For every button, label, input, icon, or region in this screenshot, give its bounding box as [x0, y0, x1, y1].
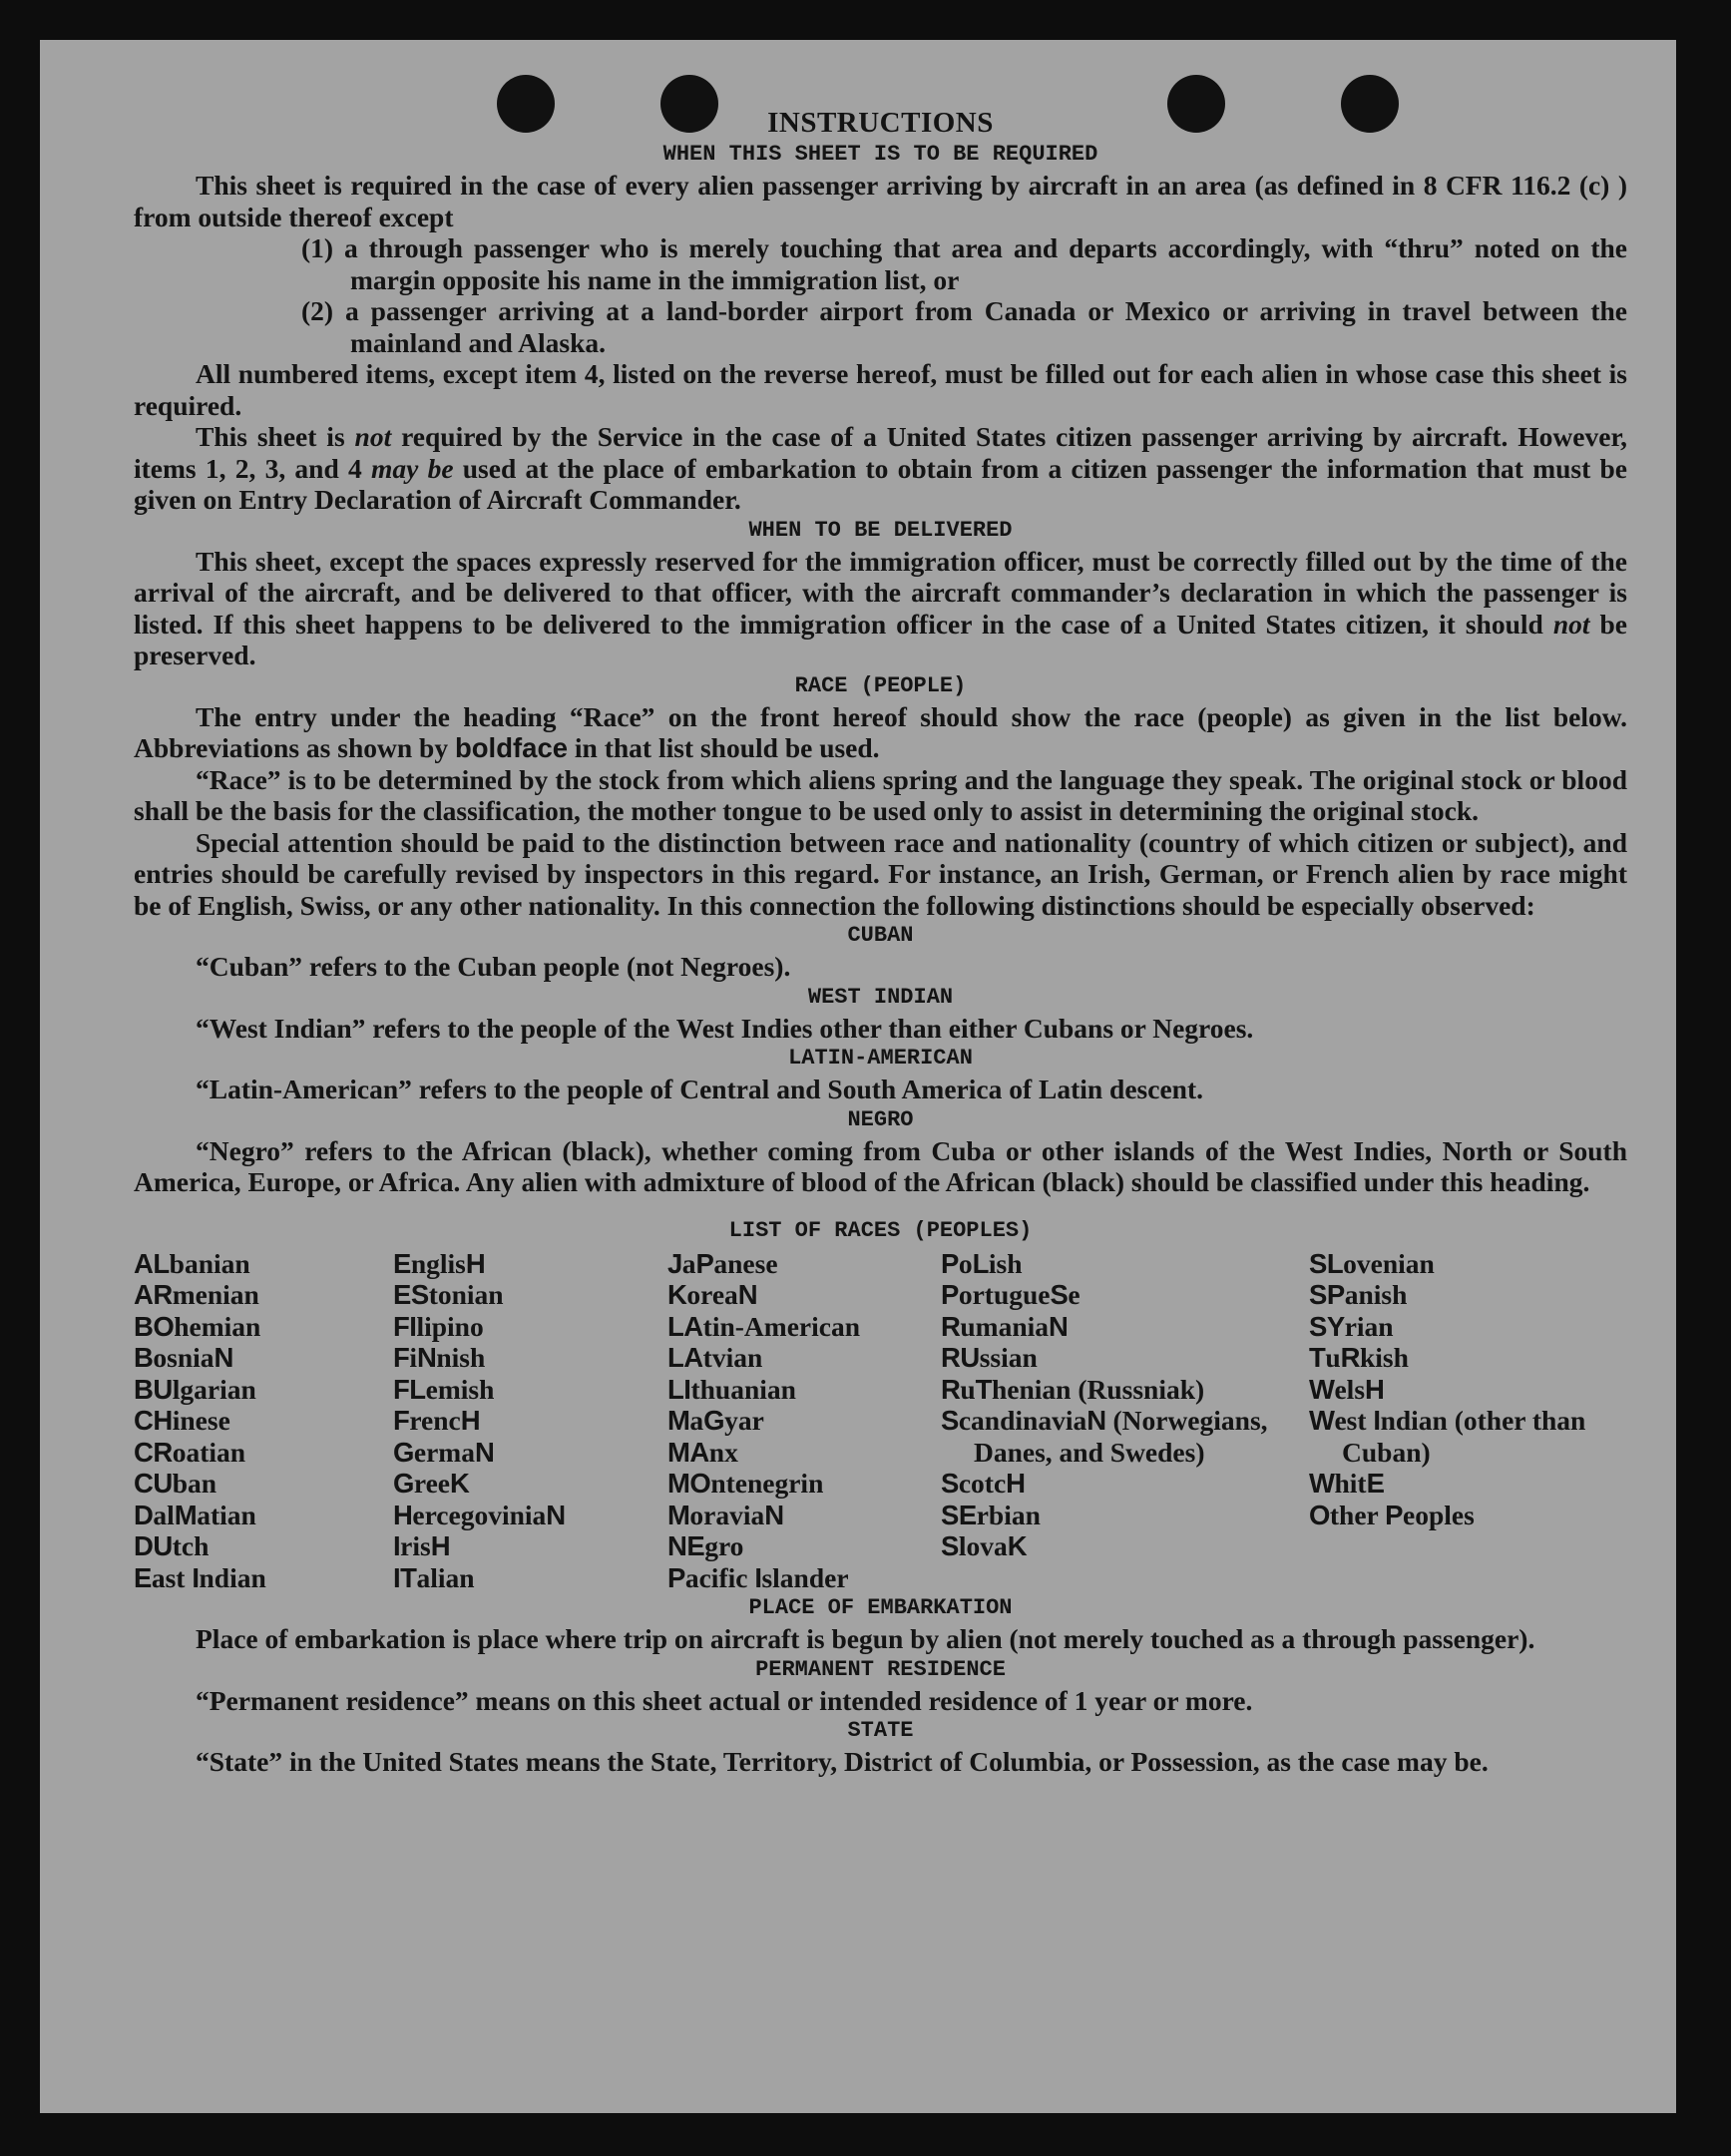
race-item: NEgro: [667, 1530, 744, 1561]
race-item: FLemish: [393, 1373, 495, 1405]
race-item: GreeK: [393, 1468, 470, 1499]
race-item: West Indian (other than Cuban): [1309, 1405, 1586, 1468]
race-item: SlovaK: [941, 1530, 1028, 1561]
race-item: ITalian: [393, 1561, 475, 1593]
race-item: RuThenian (Russniak): [941, 1373, 1205, 1405]
race-item: LIthuanian: [667, 1373, 796, 1405]
race-item: MoraviaN: [667, 1499, 784, 1530]
race-item: ScandinaviaN (Norwegians, Danes, and Swedes): [941, 1405, 1268, 1468]
race-item: PoLish: [941, 1247, 1023, 1279]
race-item: TuRkish: [1309, 1342, 1409, 1373]
para-required-item-1: (1) a through passenger who is merely touching that area and departs accordingly, with “thru” noted on the margin opposite his name in the immigration list, or: [301, 232, 1627, 295]
race-item: SPanish: [1309, 1279, 1408, 1310]
para-numbered-items: All numbered items, except item 4, listed on the reverse hereof, must be filled out for each alien in whose case this sheet is required.: [134, 358, 1627, 421]
heading-state: STATE: [847, 1718, 914, 1743]
heading-when-required: WHEN THIS SHEET IS TO BE REQUIRED: [662, 142, 1098, 167]
race-item: CHinese: [134, 1405, 230, 1436]
race-item: Other Peoples: [1309, 1499, 1475, 1530]
heading-place-of-embarkation: PLACE OF EMBARKATION: [748, 1595, 1013, 1620]
para-race-entry: The entry under the heading “Race” on the front hereof should show the race (people) as given in the list below. Abbreviations as shown by boldface in that list should be used.: [134, 700, 1627, 763]
races-column-5: [1309, 1248, 1598, 1594]
para-cuban: “Cuban” refers to the Cuban people (not Negroes).: [196, 951, 791, 982]
race-item: CUban: [134, 1468, 217, 1499]
instructions-content: [134, 106, 1627, 1778]
race-item: WhitE: [1309, 1468, 1385, 1499]
race-item: DalMatian: [134, 1499, 256, 1530]
races-column-2: [393, 1248, 667, 1594]
race-item: RUssian: [941, 1342, 1038, 1373]
race-item: EnglisH: [393, 1247, 486, 1279]
para-required-item-2: (2) a passenger arriving at a land-border airport from Canada or Mexico or arriving in travel between the mainland and Alaska.: [301, 295, 1627, 358]
race-item: ScotcH: [941, 1468, 1026, 1499]
para-delivered: This sheet, except the spaces expressly reserved for the immigration officer, must be correctly filled out by the time of the arrival of the aircraft, and be delivered to that officer, with the aircraft commander’s declaration in which the passenger is listed. If this sheet happens to be delivered to the immigration officer in the case of a United States citizen, it should not be preserved.: [134, 545, 1628, 670]
race-item: ALbanian: [134, 1247, 250, 1279]
page-title: INSTRUCTIONS: [767, 107, 994, 139]
race-item: LAtin-American: [667, 1310, 860, 1342]
race-item: EStonian: [393, 1279, 504, 1310]
race-item: MOntenegrin: [667, 1468, 824, 1499]
race-item: FiNnish: [393, 1342, 486, 1373]
race-item: SYrian: [1309, 1310, 1394, 1342]
race-item: HercegoviniaN: [393, 1499, 566, 1530]
heading-latin-american: LATIN-AMERICAN: [788, 1046, 973, 1071]
races-list: [134, 1248, 1627, 1594]
heading-race: RACE (PEOPLE): [794, 672, 967, 698]
race-item: SErbian: [941, 1499, 1041, 1530]
race-item: FrencH: [393, 1405, 481, 1436]
para-negro: “Negro” refers to the African (black), whether coming from Cuba or other islands of the West Indies, North or South America, Europe, or Africa. Any alien with admixture of blood of the African (black) should be classified under this heading.: [134, 1134, 1627, 1197]
race-item: ARmenian: [134, 1279, 259, 1310]
heading-negro: NEGRO: [847, 1106, 914, 1132]
race-item: BUlgarian: [134, 1373, 256, 1405]
para-embarkation: Place of embarkation is place where trip on aircraft is begun by alien (not merely touched as a through passenger).: [196, 1623, 1535, 1654]
para-state: “State” in the United States means the State, Territory, District of Columbia, or Possession, as the case may be.: [196, 1746, 1489, 1777]
race-item: GermaN: [393, 1436, 495, 1468]
heading-permanent-residence: PERMANENT RESIDENCE: [755, 1656, 1006, 1682]
race-item: PortugueSe: [941, 1279, 1081, 1310]
para-race-nationality: Special attention should be paid to the distinction between race and nationality (country of which citizen or subject), and entries should be carefully revised by inspectors in this regard. For instance, an Irish, German, or French alien by race might be of English, Swiss, or any other nationality. In this connection the following distinctions should be especially observed:: [134, 826, 1627, 921]
heading-west-indian: WEST INDIAN: [807, 984, 954, 1010]
para-permanent-residence: “Permanent residence” means on this sheet actual or intended residence of 1 year or more.: [196, 1684, 1253, 1716]
race-item: BosniaN: [134, 1342, 233, 1373]
race-item: LAtvian: [667, 1342, 763, 1373]
races-column-3: [667, 1248, 941, 1594]
race-item: BOhemian: [134, 1310, 261, 1342]
para-citizen-exception: This sheet is not required by the Service in the case of a United States citizen passenger arriving by aircraft. However, items 1, 2, 3, and 4 may be used at the place of embarkation to obtain from a citizen passenger the information that must be given on Entry Declaration of Aircraft Commander.: [134, 421, 1627, 515]
para-west-indian: “West Indian” refers to the people of the West Indies other than either Cubans or Negroes.: [196, 1012, 1254, 1044]
race-item: RumaniaN: [941, 1310, 1069, 1342]
race-item: WelsH: [1309, 1373, 1385, 1405]
heading-list-of-races: LIST OF RACES (PEOPLES): [728, 1217, 1033, 1243]
race-item: MAnx: [667, 1436, 738, 1468]
race-item: KoreaN: [667, 1279, 758, 1310]
para-required-intro: This sheet is required in the case of every alien passenger arriving by aircraft in an area (as defined in 8 CFR 116.2 (c) ) from outside thereof except: [134, 170, 1627, 232]
race-item: MaGyar: [667, 1405, 764, 1436]
race-item: IrisH: [393, 1530, 451, 1561]
races-column-4: [941, 1248, 1309, 1594]
race-item: FIlipino: [393, 1310, 484, 1342]
race-item: DUtch: [134, 1530, 210, 1561]
race-item: Pacific Islander: [667, 1561, 849, 1593]
heading-when-delivered: WHEN TO BE DELIVERED: [748, 517, 1013, 543]
heading-cuban: CUBAN: [847, 923, 914, 948]
para-race-stock: “Race” is to be determined by the stock from which aliens spring and the language they speak. The original stock or blood shall be the basis for the classification, the mother tongue to be used only to assist in determining the original stock.: [134, 763, 1627, 826]
race-item: CRoatian: [134, 1436, 246, 1468]
race-item: SLovenian: [1309, 1247, 1435, 1279]
race-item: East Indian: [134, 1561, 266, 1593]
race-item: JaPanese: [667, 1247, 778, 1279]
para-latin-american: “Latin-American” refers to the people of Central and South America of Latin descent.: [196, 1074, 1203, 1104]
races-column-1: [134, 1248, 393, 1594]
document-sheet: [40, 40, 1676, 2113]
